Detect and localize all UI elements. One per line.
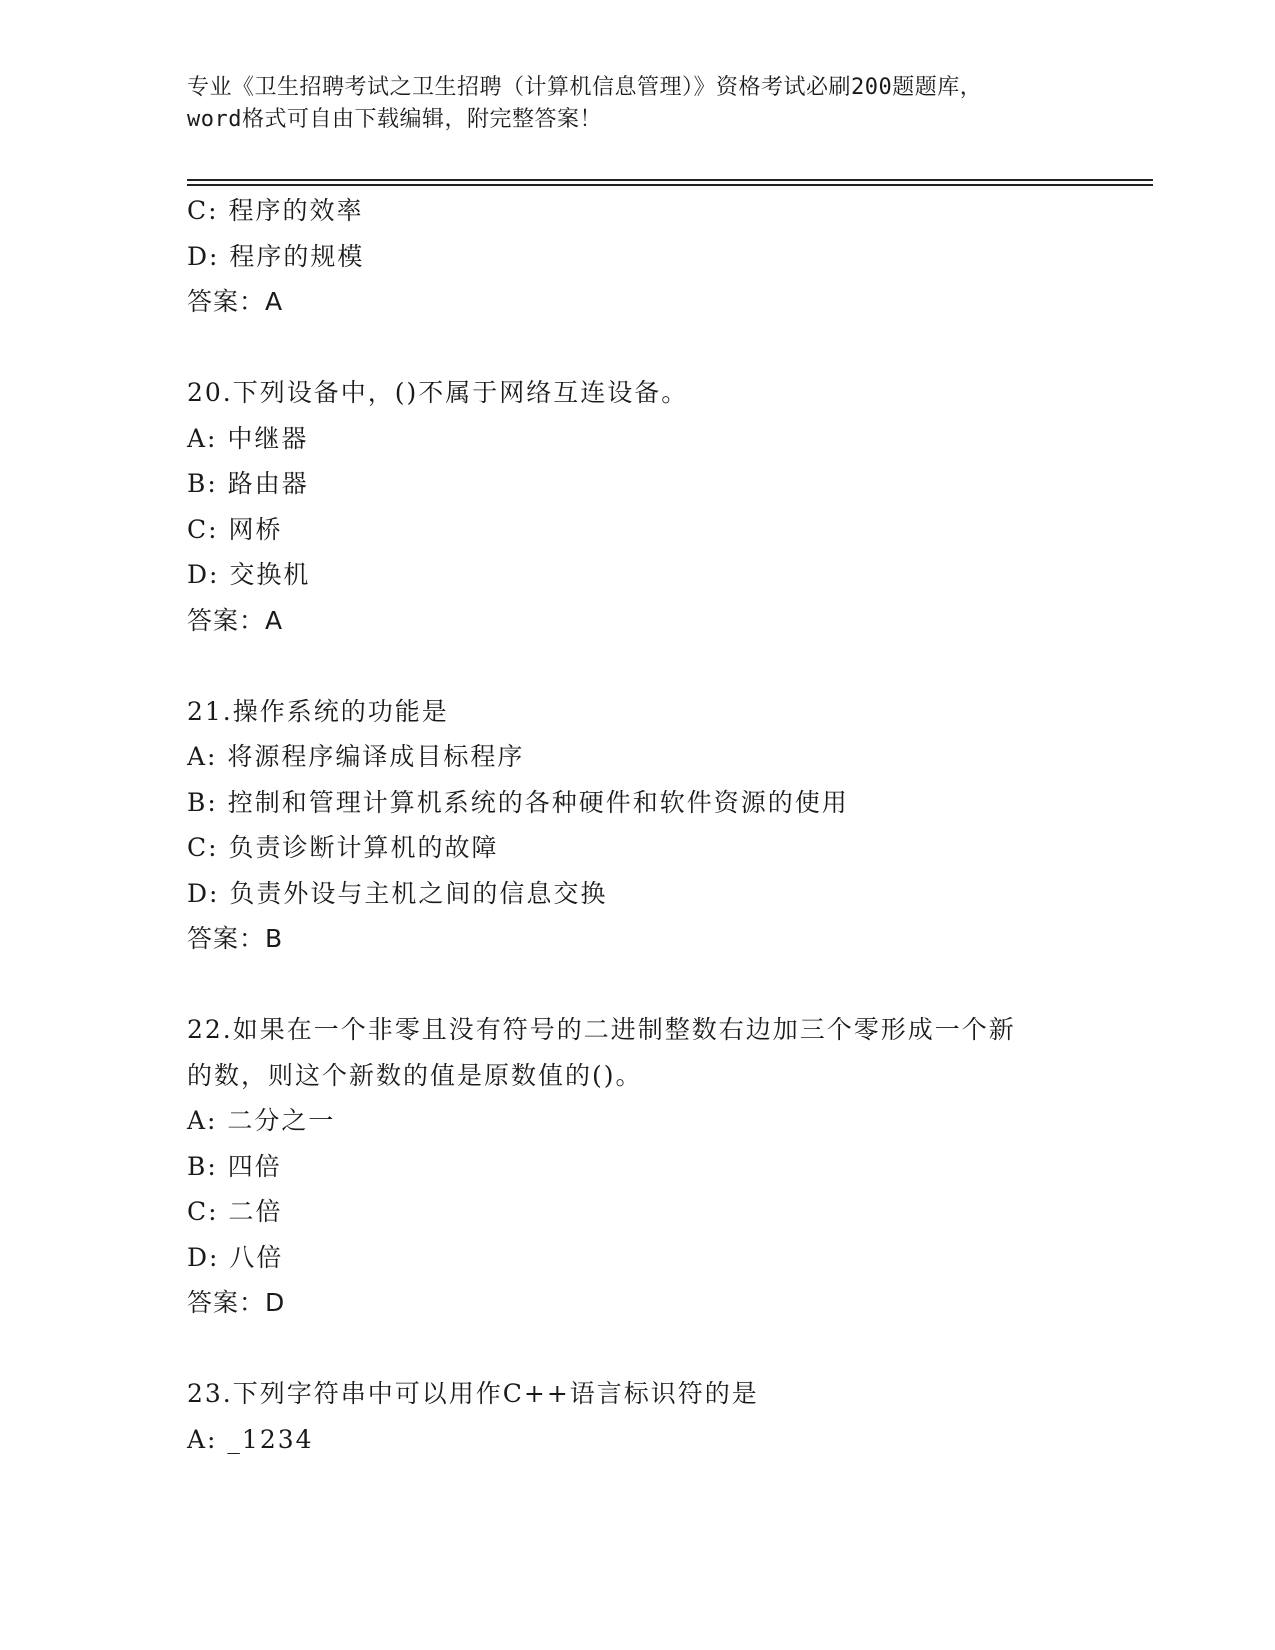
spacer bbox=[187, 1326, 1147, 1372]
option-c: C: 程序的效率 bbox=[187, 196, 364, 225]
question-21 bbox=[187, 689, 1147, 962]
spacer bbox=[187, 643, 1147, 689]
option-b: B: 四倍 bbox=[187, 1151, 282, 1181]
option-d: D: 八倍 bbox=[187, 1242, 284, 1272]
answer-line: 答案：B bbox=[187, 924, 284, 953]
header-divider-bottom bbox=[187, 184, 1153, 186]
question-22 bbox=[187, 1007, 1147, 1326]
question-text-line-1: 22.如果在一个非零且没有符号的二进制整数右边加三个零形成一个新 bbox=[187, 1015, 1016, 1044]
question-text: 20.下列设备中，()不属于网络互连设备。 bbox=[187, 378, 689, 407]
option-c: C: 二倍 bbox=[187, 1197, 283, 1226]
question-text: 23.下列字符串中可以用作C++语言标识符的是 bbox=[187, 1379, 759, 1408]
option-c: C: 负责诊断计算机的故障 bbox=[187, 833, 499, 862]
spacer bbox=[187, 325, 1147, 371]
question-text: 21.操作系统的功能是 bbox=[187, 696, 449, 726]
header-divider-top bbox=[187, 179, 1153, 181]
question-19-continued bbox=[187, 188, 1147, 325]
option-b: B: 路由器 bbox=[187, 469, 309, 498]
spacer bbox=[187, 962, 1147, 1008]
option-c: C: 网桥 bbox=[187, 514, 283, 544]
option-a: A: _1234 bbox=[187, 1424, 314, 1454]
document-header bbox=[187, 72, 1087, 136]
question-list bbox=[187, 188, 1147, 1462]
header-title-line-1: 专业《卫生招聘考试之卫生招聘（计算机信息管理）》资格考试必刷200题题库， bbox=[187, 75, 983, 100]
header-title-line-2: word格式可自由下载编辑，附完整答案！ bbox=[187, 107, 602, 132]
option-a: A: 中继器 bbox=[187, 423, 309, 453]
option-d: D: 负责外设与主机之间的信息交换 bbox=[187, 878, 608, 908]
option-b: B: 控制和管理计算机系统的各种硬件和软件资源的使用 bbox=[187, 787, 849, 817]
option-d: D: 程序的规模 bbox=[187, 241, 365, 271]
question-text-line-2: 的数，则这个新数的值是原数值的()。 bbox=[187, 1060, 643, 1090]
question-20 bbox=[187, 370, 1147, 643]
option-a: A: 将源程序编译成目标程序 bbox=[187, 742, 525, 771]
answer-line: 答案：A bbox=[187, 287, 284, 316]
option-a: A: 二分之一 bbox=[187, 1106, 336, 1135]
question-23 bbox=[187, 1371, 1147, 1462]
option-d: D: 交换机 bbox=[187, 560, 311, 589]
answer-line: 答案：D bbox=[187, 1288, 286, 1317]
answer-line: 答案：A bbox=[187, 605, 284, 635]
